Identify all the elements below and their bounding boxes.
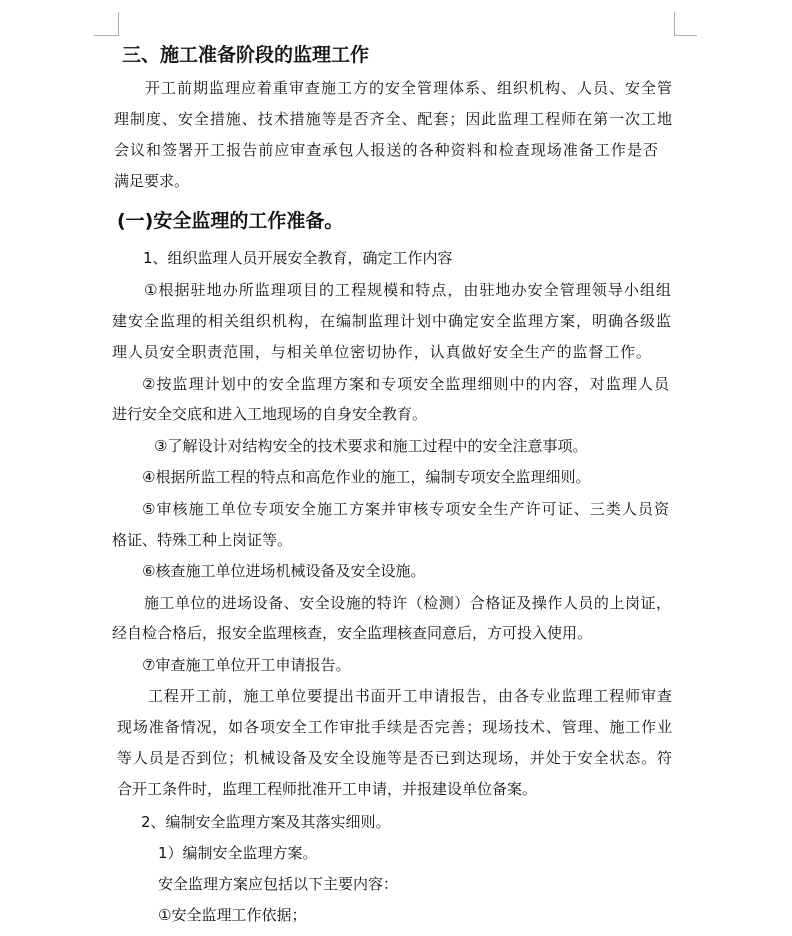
crop-mark-top-left-horizontal (94, 35, 118, 36)
section-heading: 三、施工准备阶段的监理工作 (122, 44, 370, 66)
paragraph-line: 开工前期监理应着重审查施工方的安全管理体系、组织机构、人员、安全管 (145, 79, 672, 97)
paragraph-line: 现场准备情况，如各项安全工作审批手续是否完善；现场技术、管理、施工作业 (117, 718, 672, 736)
paragraph-line: 安全监理方案应包括以下主要内容： (158, 875, 399, 893)
paragraph-line: 等人员是否到位；机械设备及安全设施等是否已到达现场，并处于安全状态。符 (117, 749, 672, 767)
paragraph-line: 建安全监理的相关组织机构，在编制监理计划中确定安全监理方案，明确各级监 (112, 312, 671, 330)
paragraph-line: ④根据所监工程的特点和高危作业的施工，编制专项安全监理细则。 (142, 468, 591, 486)
paragraph-line: ⑦审查施工单位开工申请报告。 (142, 656, 351, 674)
paragraph-line: 理制度、安全措施、技术措施等是否齐全、配套；因此监理工程师在第一次工地 (114, 110, 672, 128)
paragraph-line: 工程开工前，施工单位要提出书面开工申请报告，由各专业监理工程师审查 (148, 687, 672, 705)
paragraph-line: ①根据驻地办所监理项目的工程规模和特点，由驻地办安全管理领导小组组 (144, 281, 671, 299)
crop-mark-top-left-vertical (118, 12, 119, 36)
crop-mark-top-right-horizontal (675, 35, 697, 36)
paragraph-line: ⑥核查施工单位进场机械设备及安全设施。 (142, 562, 426, 580)
paragraph-line: ⑤审核施工单位专项安全施工方案并审核专项安全生产许可证、三类人员资 (142, 500, 669, 518)
paragraph-line: 施工单位的进场设备、安全设施的特许（检测）合格证及操作人员的上岗证， (144, 594, 671, 612)
paragraph-line: 合开工条件时，监理工程师批准开工申请，并报建设单位备案。 (117, 780, 538, 798)
paragraph-line: ②按监理计划中的安全监理方案和专项安全监理细则中的内容，对监理人员 (142, 375, 669, 393)
paragraph-line: 满足要求。 (114, 172, 190, 190)
paragraph-line: 理人员安全职责范围，与相关单位密切协作，认真做好安全生产的监督工作。 (112, 343, 651, 361)
paragraph-line: 格证、特殊工种上岗证等。 (112, 531, 293, 549)
crop-mark-top-right-vertical (674, 12, 675, 36)
list-item: 1、组织监理人员开展安全教育，确定工作内容 (143, 249, 453, 267)
paragraph-line: 经自检合格后，报安全监理核查，安全监理核查同意后，方可投入使用。 (112, 624, 593, 642)
paragraph-line: 进行安全交底和进入工地现场的自身安全教育。 (112, 405, 428, 423)
list-item: 1）编制安全监理方案。 (158, 844, 318, 862)
subsection-heading: (一)安全监理的工作准备。 (117, 210, 344, 232)
paragraph-line: ③了解设计对结构安全的技术要求和施工过程中的安全注意事项。 (154, 437, 588, 455)
paragraph-line: ①安全监理工作依据； (158, 906, 307, 924)
paragraph-line: 会议和签署开工报告前应审查承包人报送的各种资料和检查现场准备工作是否 (114, 141, 658, 159)
list-item: 2、编制安全监理方案及其落实细则。 (141, 813, 391, 831)
